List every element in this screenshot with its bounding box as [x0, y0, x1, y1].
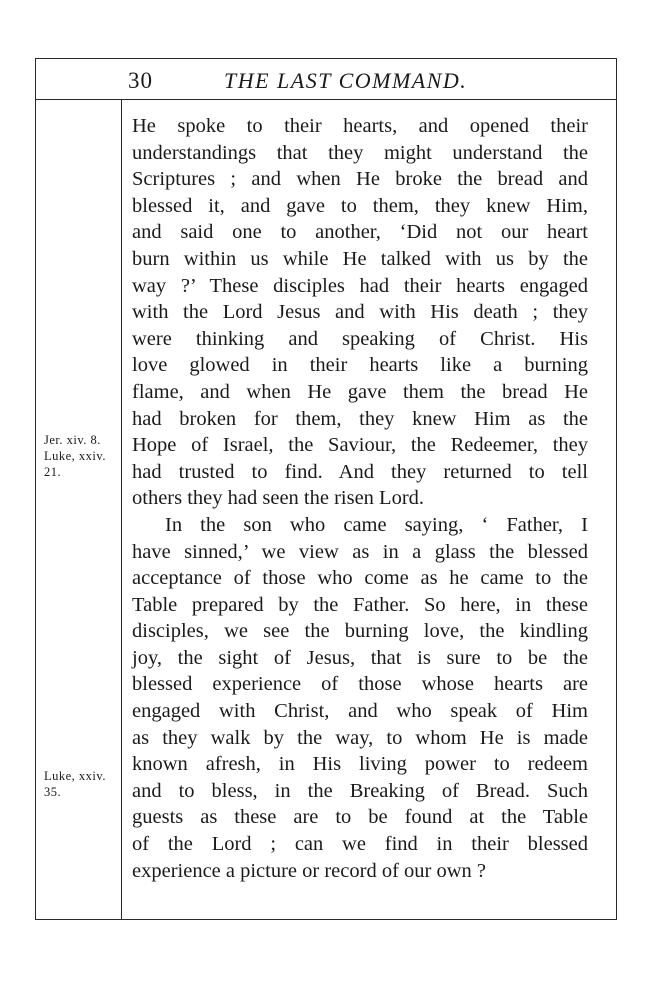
text-line: engaged with Christ, and who speak of Him	[132, 700, 588, 723]
margin-note-line: Luke, xxiv.	[44, 449, 106, 463]
margin-note-line: 35.	[44, 785, 62, 799]
text-line: Scriptures ; and when He broke the bread and	[132, 168, 588, 191]
text-line: understandings that they might understand the	[132, 141, 588, 164]
text-line: as they walk by the way, to whom He is made	[132, 726, 588, 749]
text-line: joy, the sight of Jesus, that is sure to be the	[132, 646, 588, 669]
margin-note-line: 21.	[44, 465, 62, 479]
text-line: and to bless, in the Breaking of Bread. Such	[132, 779, 588, 802]
text-line: disciples, we see the burning love, the kindling	[132, 620, 588, 643]
text-line: He spoke to their hearts, and opened their	[132, 115, 588, 137]
text-line: blessed experience of those whose hearts are	[132, 673, 588, 696]
page-number: 30	[128, 68, 153, 93]
text-line: Hope of Israel, the Saviour, the Redeemer, they	[132, 434, 588, 457]
margin-note-line: Luke, xxiv.	[44, 769, 106, 783]
header-rule	[36, 99, 616, 100]
text-line: Table prepared by the Father. So here, in these	[132, 593, 588, 616]
text-line: have sinned,’ we view as in a glass the blessed	[132, 540, 588, 563]
text-line: experience a picture or record of our own ?	[132, 859, 487, 882]
text-line: way ?’ These disciples had their hearts engaged	[132, 274, 588, 297]
text-line: love glowed in their hearts like a burning	[132, 354, 588, 377]
body-text	[132, 113, 588, 884]
text-line: had trusted to find. And they returned to tell	[132, 460, 588, 483]
margin-note-jeremiah-luke	[44, 432, 122, 480]
text-line: burn within us while He talked with us by the	[132, 247, 588, 270]
text-line: acceptance of those who come as he came to the	[132, 567, 588, 590]
margin-note-luke	[44, 768, 122, 800]
text-line: had broken for them, they knew Him as the	[132, 407, 588, 430]
text-line: others they had seen the risen Lord.	[132, 487, 425, 510]
text-line: were thinking and speaking of Christ. His	[132, 327, 588, 350]
margin-note-line: Jer. xiv. 8.	[44, 433, 101, 447]
text-line: flame, and when He gave them the bread He	[132, 380, 588, 403]
text-line: guests as these are to be found at the Table	[132, 806, 588, 829]
text-line: and said one to another, ‘Did not our heart	[132, 221, 588, 244]
text-line: known afresh, in His living power to redeem	[132, 753, 588, 776]
text-line: with the Lord Jesus and with His death ; they	[132, 301, 588, 324]
running-title: THE LAST COMMAND.	[224, 68, 468, 93]
text-line: blessed it, and gave to them, they knew Him,	[132, 194, 588, 217]
text-line: In the son who came saying, ‘ Father, I	[165, 513, 588, 536]
text-line: of the Lord ; can we find in their blessed	[132, 833, 588, 856]
